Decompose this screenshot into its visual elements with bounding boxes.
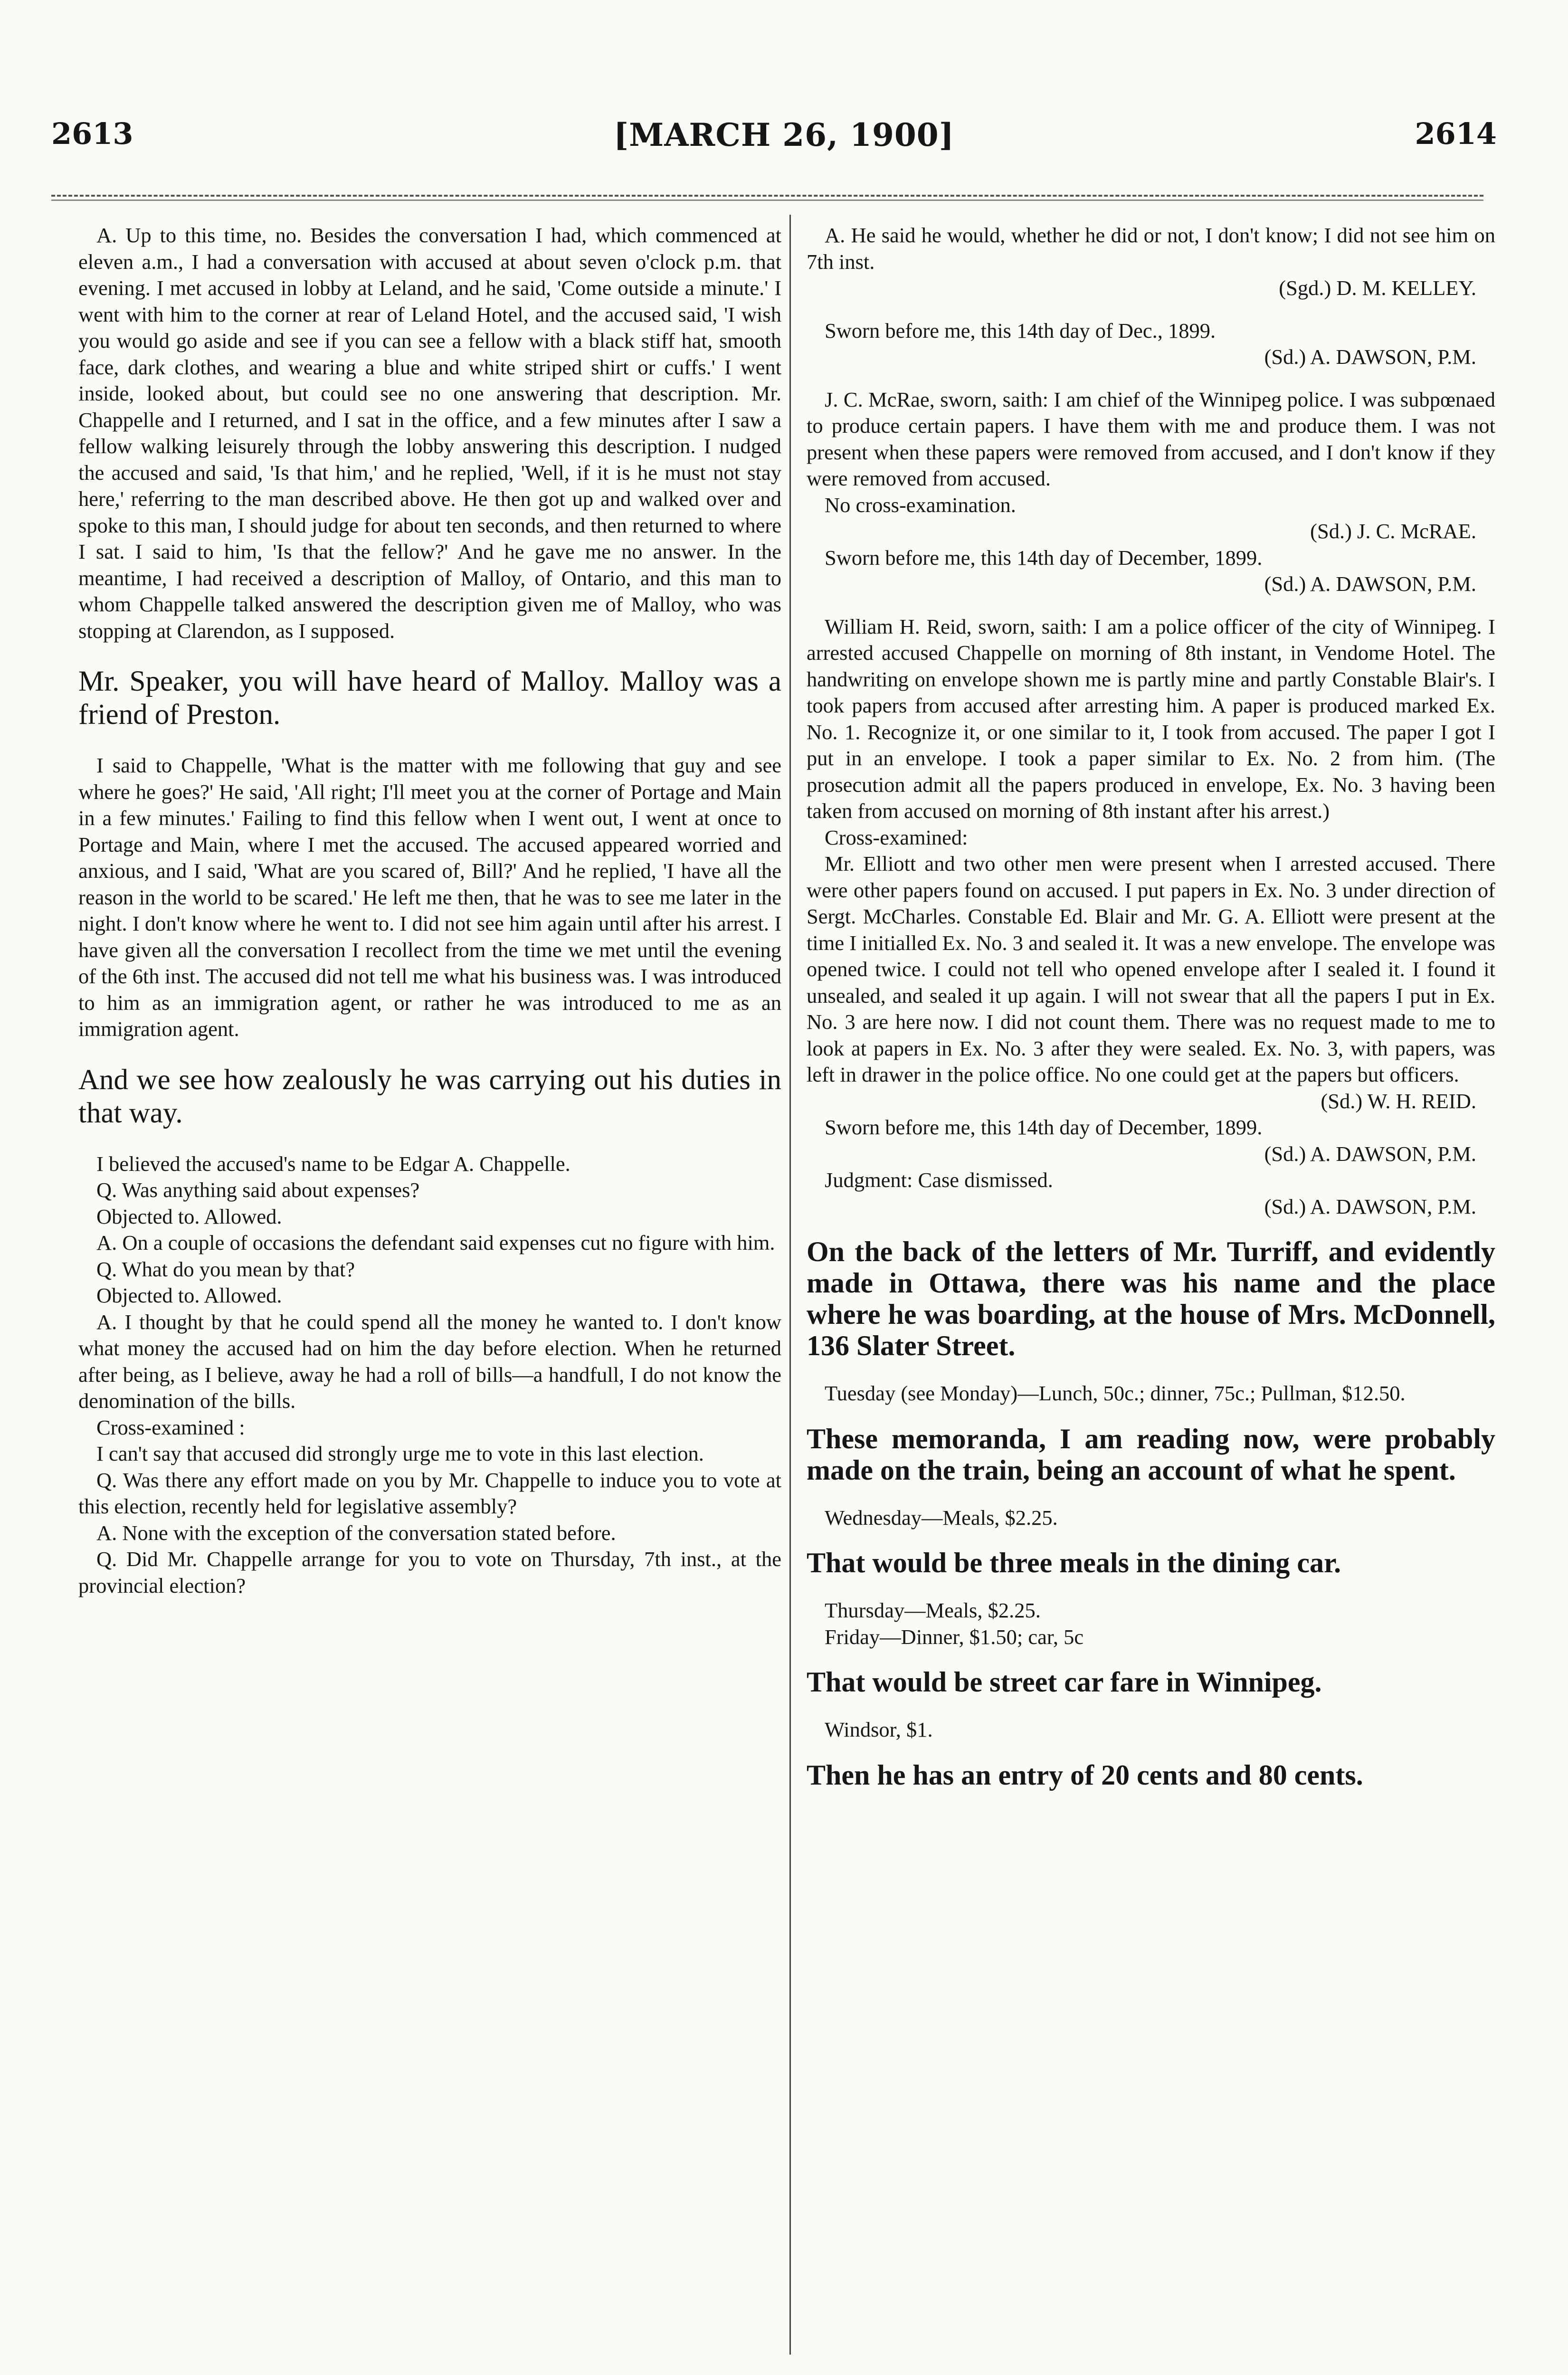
right-testimony-paragraph: (Sd.) A. DAWSON, P.M. xyxy=(1264,1141,1476,1166)
right-testimony-paragraph: (Sgd.) D. M. KELLEY. xyxy=(1279,276,1476,300)
left-testimony-paragraph: Objected to. Allowed. xyxy=(96,1283,282,1307)
right-speech-paragraph: These memoranda, I am reading now, were probably made on the train, being an account of what he spent. xyxy=(807,1423,1495,1486)
left-testimony-paragraph: I believed the accused's name to be Edgar A. Chappelle. xyxy=(96,1151,570,1176)
right-testimony-paragraph: (Sd.) A. DAWSON, P.M. xyxy=(1264,572,1476,596)
right-testimony-paragraph: Tuesday (see Monday)—Lunch, 50c.; dinner, 75c.; Pullman, $12.50. xyxy=(825,1381,1406,1405)
right-testimony-paragraph: Friday—Dinner, $1.50; car, 5c xyxy=(825,1624,1084,1649)
page-header xyxy=(0,116,1568,159)
left-testimony-paragraph: Q. Was there any effort made on you by Mr. Chappelle to induce you to vote at this election, recently held for legislative assembly? xyxy=(78,1468,781,1518)
right-speech-paragraph: That would be three meals in the dining car. xyxy=(807,1547,1341,1578)
left-testimony-paragraph: Q. Was anything said about expenses? xyxy=(96,1178,420,1202)
right-testimony-paragraph: (Sd.) W. H. REID. xyxy=(1321,1089,1476,1113)
left-testimony-paragraph: A. On a couple of occasions the defendant said expenses cut no figure with him. xyxy=(96,1231,775,1254)
left-testimony-paragraph: A. Up to this time, no. Besides the conversation I had, which commenced at eleven a.m., I had a conversation with accused at about seven o'clock p.m. that evening. I met accused in lobby at Leland, and he said, 'Come outside a minute.' I went with him to the corner at rear of Leland Hotel, and the accused said, 'I wish you would go aside and see if you can see a fellow with a black stiff hat, smooth face, dark clothes, and wearing a blue and white striped shirt or cuffs.' I went inside, looked about, but could see no one answering that description. Mr. Chappelle and I returned, and I sat in the office, and a few minutes after I saw a fellow walking leisurely through the lobby answering this description. I nudged the accused and said, 'Is that him,' and he replied, 'Well, if it is he must not stay here,' referring to the man described above. He then got up and walked over and spoke to this man, I should judge for about ten seconds, and then returned to where I sat. I said to him, 'Is that the fellow?' And he gave me no answer. In the meantime, I had received a description of Malloy, of Ontario, and this man to whom Chappelle talked answered the description given me of Malloy, who was stopping at Clarendon, as I supposed. xyxy=(78,223,781,643)
header-rule xyxy=(51,195,1483,197)
right-testimony-paragraph: Sworn before me, this 14th day of Dec., 1899. xyxy=(825,318,1216,342)
right-testimony-paragraph: Judgment: Case dismissed. xyxy=(825,1168,1053,1192)
header-date: [MARCH 26, 1900] xyxy=(614,116,954,153)
right-testimony-paragraph: J. C. McRae, sworn, saith: I am chief of the Winnipeg police. I was subpœnaed to produce certain papers. I have them with me and produce them. I was not present when these papers were removed from accused, and I don't know if they were removed from accused. xyxy=(807,387,1495,490)
left-testimony-paragraph: A. I thought by that he could spend all the money he wanted to. I don't know what money the accused had on him the day before election. When he returned after being, as I believe, away he had a roll of bills—a handfull, I do not know the denomination of the bills. xyxy=(78,1310,781,1413)
left-testimony-paragraph: Cross-examined : xyxy=(96,1415,245,1439)
left-speech-paragraph: Mr. Speaker, you will have heard of Malloy. Malloy was a friend of Preston. xyxy=(78,665,781,731)
right-testimony-paragraph: No cross-examination. xyxy=(825,493,1016,517)
right-testimony-paragraph: Sworn before me, this 14th day of December, 1899. xyxy=(825,545,1263,570)
right-speech-paragraph: On the back of the letters of Mr. Turriff, and evidently made in Ottawa, there was his name and the place where he was boarding, at the house of Mrs. McDonnell, 136 Slater Street. xyxy=(807,1236,1495,1361)
right-column xyxy=(807,222,1495,1810)
right-testimony-paragraph: (Sd.) A. DAWSON, P.M. xyxy=(1264,345,1476,369)
left-column xyxy=(78,222,781,1599)
left-speech-paragraph: And we see how zealously he was carrying out his duties in that way. xyxy=(78,1064,781,1129)
left-testimony-paragraph: I said to Chappelle, 'What is the matter with me following that guy and see where he goes?' He said, 'All right; I'll meet you at the corner of Portage and Main in a few minutes.' Failing to find this fellow when I went out, I went at once to Portage and Main, where I met the accused. The accused appeared worried and anxious, and I said, 'What are you scared of, Bill?' And he replied, 'I have all the reason in the world to be scared.' He left me then, that he was to see me later in the night. I don't know where he went to. I did not see him again until after his arrest. I have given all the conversation I recollect from the time we met until the evening of the 6th inst. The accused did not tell me what his business was. I was introduced to him as an immigration agent, or rather he was introduced to me as an immigration agent. xyxy=(78,753,781,1041)
left-testimony-paragraph: Objected to. Allowed. xyxy=(96,1204,282,1228)
right-testimony-paragraph: Wednesday—Meals, $2.25. xyxy=(825,1505,1058,1530)
right-speech-paragraph: That would be street car fare in Winnipeg. xyxy=(807,1666,1322,1698)
left-testimony-paragraph: Q. What do you mean by that? xyxy=(96,1257,355,1281)
column-divider xyxy=(789,215,791,2355)
left-testimony-paragraph: I can't say that accused did strongly urge me to vote in this last election. xyxy=(96,1442,704,1465)
right-testimony-paragraph: Sworn before me, this 14th day of December, 1899. xyxy=(825,1115,1263,1139)
left-testimony-paragraph: Q. Did Mr. Chappelle arrange for you to vote on Thursday, 7th inst., at the provincial election? xyxy=(78,1547,781,1597)
right-testimony-paragraph: Thursday—Meals, $2.25. xyxy=(825,1598,1041,1622)
right-speech-paragraph: Then he has an entry of 20 cents and 80 cents. xyxy=(807,1759,1363,1791)
page-number-left: 2613 xyxy=(51,116,133,151)
header-rule-solid xyxy=(51,200,1483,201)
right-testimony-paragraph: Cross-examined: xyxy=(825,825,968,849)
right-testimony-paragraph: Mr. Elliott and two other men were present when I arrested accused. There were other papers found on accused. I put papers in Ex. No. 3 under direction of Sergt. McCharles. Constable Ed. Blair and Mr. G. A. Elliott were present at the time I initialled Ex. No. 3 and sealed it. It was a new envelope. The envelope was opened twice. I could not tell who opened envelope after I sealed it. I found it unsealed, and sealed it up again. I will not swear that all the papers I put in Ex. No. 3 are here now. I did not count them. There was no request made to me to look at papers in Ex. No. 3 after they were sealed. Ex. No. 3, with papers, was left in drawer in the police office. No one could get at the papers but officers. xyxy=(807,852,1495,1086)
page-number-right: 2614 xyxy=(1415,116,1497,151)
left-testimony-paragraph: A. None with the exception of the conversation stated before. xyxy=(96,1520,616,1545)
right-testimony-paragraph: (Sd.) J. C. McRAE. xyxy=(1310,519,1476,543)
right-testimony-paragraph: A. He said he would, whether he did or not, I don't know; I did not see him on 7th inst. xyxy=(807,223,1495,274)
right-testimony-paragraph: Windsor, $1. xyxy=(825,1718,933,1741)
right-testimony-paragraph: (Sd.) A. DAWSON, P.M. xyxy=(1264,1194,1476,1218)
right-testimony-paragraph: William H. Reid, sworn, saith: I am a police officer of the city of Winnipeg. I arrested accused Chappelle on morning of 8th instant, in Vendome Hotel. The handwriting on envelope shown me is partly mine and partly Constable Blair's. I took papers from accused after arresting him. A paper is produced marked Ex. No. 1. Recognize it, or one similar to it, I took from accused. The paper I got I put in an envelope. I took a paper similar to Ex. No. 2 from him. (The prosecution admit all the papers produced in envelope, Ex. No. 3 having been taken from accused on morning of 8th instant after his arrest.) xyxy=(807,614,1495,823)
